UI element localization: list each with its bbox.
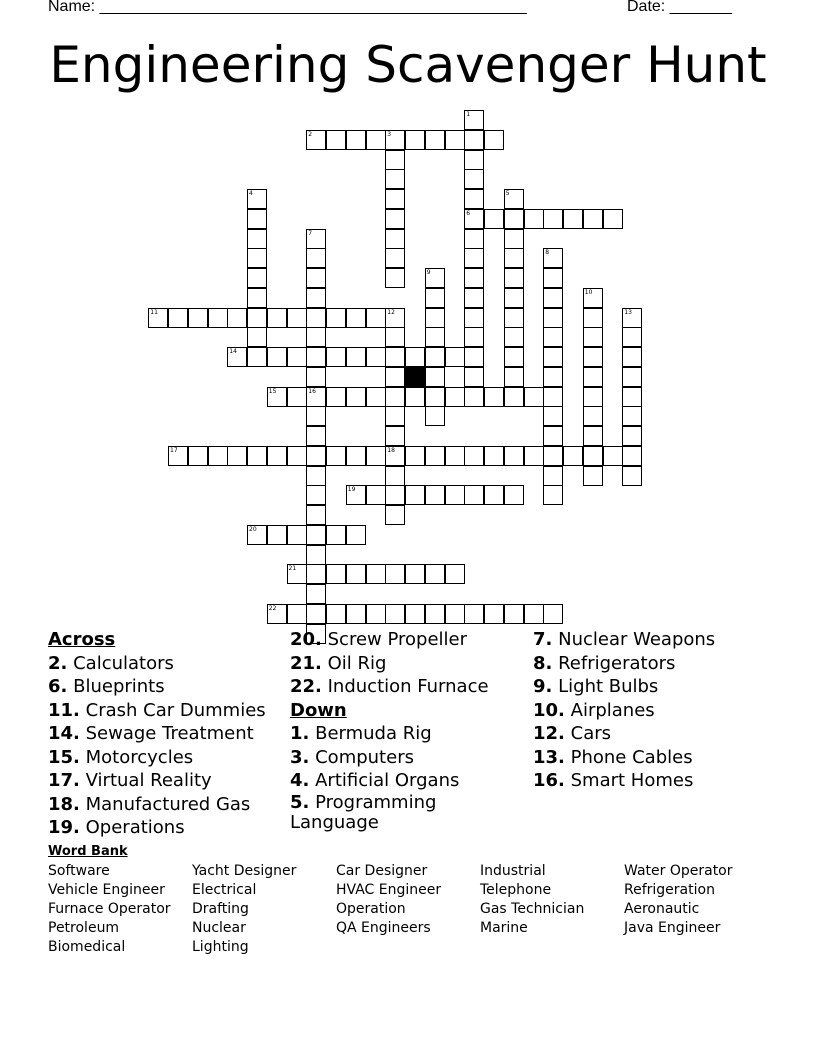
grid-cell[interactable] bbox=[425, 446, 445, 466]
page-title: Engineering Scavenger Hunt bbox=[49, 36, 767, 94]
grid-cell[interactable] bbox=[622, 327, 642, 347]
grid-cell[interactable] bbox=[543, 209, 563, 229]
grid-cell[interactable] bbox=[464, 288, 484, 308]
word-bank-item: QA Engineers bbox=[336, 920, 431, 936]
grid-cell[interactable] bbox=[445, 604, 465, 624]
grid-cell[interactable] bbox=[405, 485, 425, 505]
word-bank-item: Lighting bbox=[192, 939, 249, 955]
grid-cell[interactable] bbox=[425, 485, 445, 505]
clues-across-column bbox=[48, 628, 288, 840]
grid-cell[interactable] bbox=[306, 406, 326, 426]
grid-cell[interactable] bbox=[227, 308, 247, 328]
word-bank-column-3 bbox=[336, 862, 441, 938]
clue-across-15: 15. Motorcycles bbox=[48, 746, 194, 768]
grid-cell[interactable] bbox=[306, 564, 326, 584]
grid-cell[interactable] bbox=[425, 367, 445, 387]
grid-cell[interactable] bbox=[306, 426, 326, 446]
grid-cell[interactable] bbox=[188, 308, 208, 328]
grid-cell[interactable] bbox=[583, 347, 603, 367]
grid-cell[interactable] bbox=[366, 387, 386, 407]
grid-cell[interactable] bbox=[385, 150, 405, 170]
grid-cell[interactable] bbox=[385, 426, 405, 446]
grid-cell[interactable] bbox=[504, 248, 524, 268]
cell-number: 17 bbox=[170, 446, 178, 454]
grid-cell[interactable] bbox=[464, 347, 484, 367]
grid-cell[interactable] bbox=[346, 387, 366, 407]
cell-number: 18 bbox=[387, 446, 395, 454]
grid-cell[interactable] bbox=[346, 308, 366, 328]
clue-across-19: 19. Operations bbox=[48, 817, 185, 838]
grid-cell[interactable] bbox=[583, 406, 603, 426]
grid-cell[interactable] bbox=[425, 604, 445, 624]
grid-cell[interactable] bbox=[306, 268, 326, 288]
grid-cell[interactable] bbox=[385, 169, 405, 189]
clue-down-4: 4. Artificial Organs bbox=[290, 770, 460, 791]
grid-cell[interactable] bbox=[464, 604, 484, 624]
grid-cell[interactable] bbox=[287, 347, 307, 367]
grid-cell[interactable] bbox=[306, 604, 326, 624]
cell-number: 14 bbox=[229, 348, 237, 355]
grid-cell[interactable] bbox=[543, 604, 563, 624]
grid-cell[interactable] bbox=[543, 308, 563, 328]
clue-down-3: 3. Computers bbox=[290, 746, 414, 768]
cell-number: 12 bbox=[387, 308, 395, 316]
word-bank-column-1 bbox=[48, 862, 171, 957]
grid-cell[interactable] bbox=[247, 347, 267, 367]
clue-across-20: 20. Screw Propeller bbox=[290, 629, 468, 650]
clue-across-2: 2. Calculators bbox=[48, 652, 174, 674]
grid-cell[interactable] bbox=[247, 248, 267, 268]
cell-number: 21 bbox=[288, 565, 297, 573]
grid-cell[interactable] bbox=[385, 604, 405, 624]
across-header: Across bbox=[48, 629, 116, 650]
grid-cell[interactable] bbox=[504, 288, 524, 308]
clue-across-17: 17. Virtual Reality bbox=[48, 770, 212, 791]
cell-number: 16 bbox=[308, 387, 316, 395]
grid-cell[interactable] bbox=[425, 130, 445, 150]
grid-cell[interactable] bbox=[464, 308, 484, 328]
grid-cell[interactable] bbox=[267, 347, 287, 367]
word-bank-column-2 bbox=[192, 862, 296, 957]
grid-cell[interactable] bbox=[543, 387, 563, 407]
clue-down-8: 8. Refrigerators bbox=[533, 652, 676, 674]
grid-cell[interactable] bbox=[622, 387, 642, 407]
clue-across-22: 22. Induction Furnace bbox=[290, 676, 489, 697]
grid-cell[interactable] bbox=[306, 584, 326, 604]
grid-cell[interactable] bbox=[504, 387, 524, 407]
grid-cell[interactable] bbox=[563, 446, 583, 466]
grid-cell[interactable] bbox=[484, 209, 504, 229]
clue-across-21: 21. Oil Rig bbox=[290, 652, 387, 674]
grid-cell[interactable] bbox=[524, 387, 544, 407]
grid-cell[interactable] bbox=[484, 130, 504, 150]
grid-cell[interactable] bbox=[622, 406, 642, 426]
grid-cell[interactable] bbox=[484, 604, 504, 624]
grid-cell[interactable] bbox=[326, 387, 346, 407]
grid-cell[interactable] bbox=[385, 564, 405, 584]
grid-cell[interactable] bbox=[366, 604, 386, 624]
grid-cell[interactable] bbox=[208, 308, 228, 328]
cell-number: 15 bbox=[268, 387, 277, 395]
grid-cell[interactable] bbox=[445, 387, 465, 407]
clues-down-column bbox=[533, 628, 773, 793]
cell-number: 22 bbox=[268, 604, 277, 612]
grid-cell[interactable] bbox=[267, 525, 287, 545]
grid-cell[interactable] bbox=[524, 604, 544, 624]
grid-cell[interactable] bbox=[385, 327, 405, 347]
word-bank-item: Electrical bbox=[192, 882, 257, 898]
cell-number: 2 bbox=[308, 130, 313, 138]
clue-across-14: 14. Sewage Treatment bbox=[48, 723, 254, 744]
grid-cell[interactable] bbox=[464, 485, 484, 505]
grid-cell[interactable] bbox=[326, 130, 346, 150]
grid-cell[interactable] bbox=[425, 564, 445, 584]
clue-down-16: 16. Smart Homes bbox=[533, 770, 694, 791]
word-bank-item: Software bbox=[48, 863, 110, 879]
grid-cell[interactable] bbox=[287, 604, 307, 624]
grid-cell[interactable] bbox=[543, 347, 563, 367]
grid-cell[interactable] bbox=[464, 130, 484, 150]
grid-cell[interactable] bbox=[583, 327, 603, 347]
grid-cell[interactable] bbox=[583, 466, 603, 486]
grid-cell[interactable] bbox=[385, 347, 405, 367]
grid-cell[interactable] bbox=[524, 209, 544, 229]
grid-cell[interactable] bbox=[425, 387, 445, 407]
clue-down-5: 5. Programming Language bbox=[290, 791, 437, 833]
grid-cell[interactable] bbox=[188, 446, 208, 466]
grid-cell[interactable] bbox=[425, 288, 445, 308]
grid-cell[interactable] bbox=[622, 426, 642, 446]
word-bank-item: Refrigeration bbox=[624, 882, 715, 898]
grid-cell[interactable] bbox=[445, 564, 465, 584]
grid-cell[interactable] bbox=[583, 387, 603, 407]
grid-cell[interactable] bbox=[425, 347, 445, 367]
cell-number: 7 bbox=[308, 229, 313, 237]
grid-cell[interactable] bbox=[425, 327, 445, 347]
black-square bbox=[405, 367, 425, 387]
grid-cell[interactable] bbox=[366, 308, 386, 328]
clues-middle-column bbox=[290, 628, 530, 833]
word-bank-item: Telephone bbox=[480, 882, 552, 898]
grid-cell[interactable] bbox=[247, 327, 267, 347]
grid-cell[interactable] bbox=[306, 327, 326, 347]
clue-across-6: 6. Blueprints bbox=[48, 676, 165, 697]
grid-cell[interactable] bbox=[583, 308, 603, 328]
grid-cell[interactable] bbox=[543, 327, 563, 347]
grid-cell[interactable] bbox=[227, 446, 247, 466]
word-bank-item: Water Operator bbox=[624, 863, 733, 879]
grid-cell[interactable] bbox=[464, 248, 484, 268]
grid-cell[interactable] bbox=[464, 189, 484, 209]
grid-cell[interactable] bbox=[504, 229, 524, 249]
grid-cell[interactable] bbox=[563, 209, 583, 229]
grid-cell[interactable] bbox=[306, 525, 326, 545]
word-bank-item: Drafting bbox=[192, 901, 249, 917]
grid-cell[interactable] bbox=[326, 308, 346, 328]
grid-cell[interactable] bbox=[346, 347, 366, 367]
grid-cell[interactable] bbox=[385, 189, 405, 209]
grid-cell[interactable] bbox=[247, 446, 267, 466]
grid-cell[interactable] bbox=[168, 308, 188, 328]
grid-cell[interactable] bbox=[306, 466, 326, 486]
grid-cell[interactable] bbox=[504, 347, 524, 367]
grid-cell[interactable] bbox=[622, 466, 642, 486]
clue-down-9: 9. Light Bulbs bbox=[533, 676, 659, 697]
grid-cell[interactable] bbox=[247, 288, 267, 308]
grid-cell[interactable] bbox=[464, 387, 484, 407]
grid-cell[interactable] bbox=[405, 347, 425, 367]
clue-down-12: 12. Cars bbox=[533, 723, 612, 744]
grid-cell[interactable] bbox=[326, 347, 346, 367]
name-label: Name: ________________________________________________ bbox=[48, 0, 527, 15]
grid-cell[interactable] bbox=[267, 446, 287, 466]
grid-cell[interactable] bbox=[464, 229, 484, 249]
grid-cell[interactable] bbox=[622, 446, 642, 466]
grid-cell[interactable] bbox=[366, 564, 386, 584]
grid-cell[interactable] bbox=[543, 426, 563, 446]
grid-cell[interactable] bbox=[504, 485, 524, 505]
cell-number: 13 bbox=[624, 308, 632, 316]
grid-cell[interactable] bbox=[326, 604, 346, 624]
grid-cell[interactable] bbox=[208, 446, 228, 466]
grid-cell[interactable] bbox=[445, 446, 465, 466]
grid-cell[interactable] bbox=[247, 209, 267, 229]
grid-cell[interactable] bbox=[247, 229, 267, 249]
word-bank-item: Nuclear bbox=[192, 920, 246, 936]
grid-cell[interactable] bbox=[504, 308, 524, 328]
word-bank-title: Word Bank bbox=[48, 844, 128, 859]
clue-down-10: 10. Airplanes bbox=[533, 699, 655, 721]
clue-across-11: 11. Crash Car Dummies bbox=[48, 699, 266, 721]
grid-cell[interactable] bbox=[306, 347, 326, 367]
grid-cell[interactable] bbox=[306, 485, 326, 505]
word-bank-item: Aeronautic bbox=[624, 901, 700, 917]
word-bank-column-4 bbox=[480, 862, 584, 938]
grid-cell[interactable] bbox=[267, 308, 287, 328]
grid-cell[interactable] bbox=[464, 327, 484, 347]
grid-cell[interactable] bbox=[543, 406, 563, 426]
grid-cell[interactable] bbox=[326, 446, 346, 466]
grid-cell[interactable] bbox=[543, 268, 563, 288]
grid-cell[interactable] bbox=[385, 406, 405, 426]
cell-number: 8 bbox=[545, 249, 550, 257]
grid-cell[interactable] bbox=[366, 485, 386, 505]
grid-cell[interactable] bbox=[543, 466, 563, 486]
grid-cell[interactable] bbox=[504, 604, 524, 624]
grid-cell[interactable] bbox=[524, 446, 544, 466]
grid-cell[interactable] bbox=[464, 150, 484, 170]
grid-cell[interactable] bbox=[543, 485, 563, 505]
grid-cell[interactable] bbox=[583, 426, 603, 446]
grid-cell[interactable] bbox=[504, 327, 524, 347]
grid-cell[interactable] bbox=[603, 209, 623, 229]
clue-down-13: 13. Phone Cables bbox=[533, 746, 693, 768]
grid-cell[interactable] bbox=[306, 367, 326, 387]
cell-number: 11 bbox=[150, 308, 158, 316]
grid-cell[interactable] bbox=[464, 169, 484, 189]
grid-cell[interactable] bbox=[603, 446, 623, 466]
grid-cell[interactable] bbox=[385, 268, 405, 288]
grid-cell[interactable] bbox=[583, 367, 603, 387]
grid-cell[interactable] bbox=[306, 545, 326, 565]
grid-cell[interactable] bbox=[464, 268, 484, 288]
grid-cell[interactable] bbox=[464, 367, 484, 387]
word-bank-item: Furnace Operator bbox=[48, 901, 171, 917]
date-label: Date: _______ bbox=[627, 0, 732, 15]
grid-cell[interactable] bbox=[405, 604, 425, 624]
grid-cell[interactable] bbox=[287, 308, 307, 328]
grid-cell[interactable] bbox=[464, 446, 484, 466]
cell-number: 20 bbox=[249, 525, 257, 533]
grid-cell[interactable] bbox=[504, 367, 524, 387]
grid-cell[interactable] bbox=[326, 564, 346, 584]
grid-cell[interactable] bbox=[622, 347, 642, 367]
grid-cell[interactable] bbox=[306, 505, 326, 525]
word-bank-item: Java Engineer bbox=[624, 920, 721, 936]
grid-cell[interactable] bbox=[445, 347, 465, 367]
grid-cell[interactable] bbox=[346, 130, 366, 150]
grid-cell[interactable] bbox=[346, 564, 366, 584]
grid-cell[interactable] bbox=[405, 387, 425, 407]
clue-down-1: 1. Bermuda Rig bbox=[290, 723, 432, 744]
grid-cell[interactable] bbox=[346, 446, 366, 466]
clue-across-18: 18. Manufactured Gas bbox=[48, 793, 251, 815]
grid-cell[interactable] bbox=[366, 347, 386, 367]
cell-number: 4 bbox=[249, 190, 253, 197]
grid-cell[interactable] bbox=[445, 130, 465, 150]
grid-cell[interactable] bbox=[366, 130, 386, 150]
cell-number: 6 bbox=[466, 209, 471, 217]
word-bank-item: Yacht Designer bbox=[192, 863, 297, 879]
grid-cell[interactable] bbox=[504, 209, 524, 229]
grid-cell[interactable] bbox=[346, 525, 366, 545]
word-bank-item: Biomedical bbox=[48, 939, 126, 955]
cell-number: 5 bbox=[505, 190, 510, 197]
grid-cell[interactable] bbox=[385, 209, 405, 229]
grid-cell[interactable] bbox=[385, 367, 405, 387]
grid-cell[interactable] bbox=[247, 308, 267, 328]
grid-cell[interactable] bbox=[543, 367, 563, 387]
word-bank-item: Marine bbox=[480, 920, 528, 936]
cell-number: 1 bbox=[466, 111, 471, 118]
grid-cell[interactable] bbox=[445, 485, 465, 505]
grid-cell[interactable] bbox=[287, 446, 307, 466]
grid-cell[interactable] bbox=[306, 248, 326, 268]
grid-cell[interactable] bbox=[583, 446, 603, 466]
grid-cell[interactable] bbox=[287, 387, 307, 407]
grid-cell[interactable] bbox=[306, 308, 326, 328]
grid-cell[interactable] bbox=[543, 288, 563, 308]
grid-cell[interactable] bbox=[504, 268, 524, 288]
word-bank-item: HVAC Engineer bbox=[336, 882, 442, 898]
grid-cell[interactable] bbox=[425, 308, 445, 328]
word-bank-item: Operation bbox=[336, 901, 406, 917]
grid-cell[interactable] bbox=[385, 387, 405, 407]
word-bank-column-5 bbox=[624, 862, 733, 938]
word-bank-item: Vehicle Engineer bbox=[48, 882, 165, 898]
grid-cell[interactable] bbox=[385, 466, 405, 486]
cell-number: 9 bbox=[426, 269, 431, 276]
grid-cell[interactable] bbox=[385, 248, 405, 268]
word-bank-item: Gas Technician bbox=[480, 901, 585, 917]
grid-cell[interactable] bbox=[583, 209, 603, 229]
grid-cell[interactable] bbox=[247, 268, 267, 288]
grid-cell[interactable] bbox=[504, 446, 524, 466]
grid-cell[interactable] bbox=[484, 446, 504, 466]
grid-cell[interactable] bbox=[484, 387, 504, 407]
grid-cell[interactable] bbox=[405, 446, 425, 466]
grid-cell[interactable] bbox=[425, 406, 445, 426]
cell-number: 10 bbox=[584, 288, 593, 296]
grid-cell[interactable] bbox=[346, 604, 366, 624]
cell-number: 3 bbox=[387, 130, 392, 138]
word-bank-item: Car Designer bbox=[336, 863, 428, 879]
grid-cell[interactable] bbox=[405, 564, 425, 584]
grid-cell[interactable] bbox=[385, 485, 405, 505]
grid-cell[interactable] bbox=[405, 130, 425, 150]
grid-cell[interactable] bbox=[306, 288, 326, 308]
word-bank-item: Petroleum bbox=[48, 920, 120, 936]
grid-cell[interactable] bbox=[366, 446, 386, 466]
grid-cell[interactable] bbox=[622, 367, 642, 387]
grid-cell[interactable] bbox=[385, 229, 405, 249]
grid-cell[interactable] bbox=[326, 525, 346, 545]
grid-cell[interactable] bbox=[287, 525, 307, 545]
clue-down-7: 7. Nuclear Weapons bbox=[533, 629, 716, 650]
grid-cell[interactable] bbox=[306, 446, 326, 466]
grid-cell[interactable] bbox=[385, 505, 405, 525]
cell-number: 19 bbox=[347, 486, 356, 494]
grid-cell[interactable] bbox=[543, 446, 563, 466]
word-bank-item: Industrial bbox=[480, 863, 546, 879]
grid-cell[interactable] bbox=[484, 485, 504, 505]
down-header: Down bbox=[290, 699, 347, 721]
